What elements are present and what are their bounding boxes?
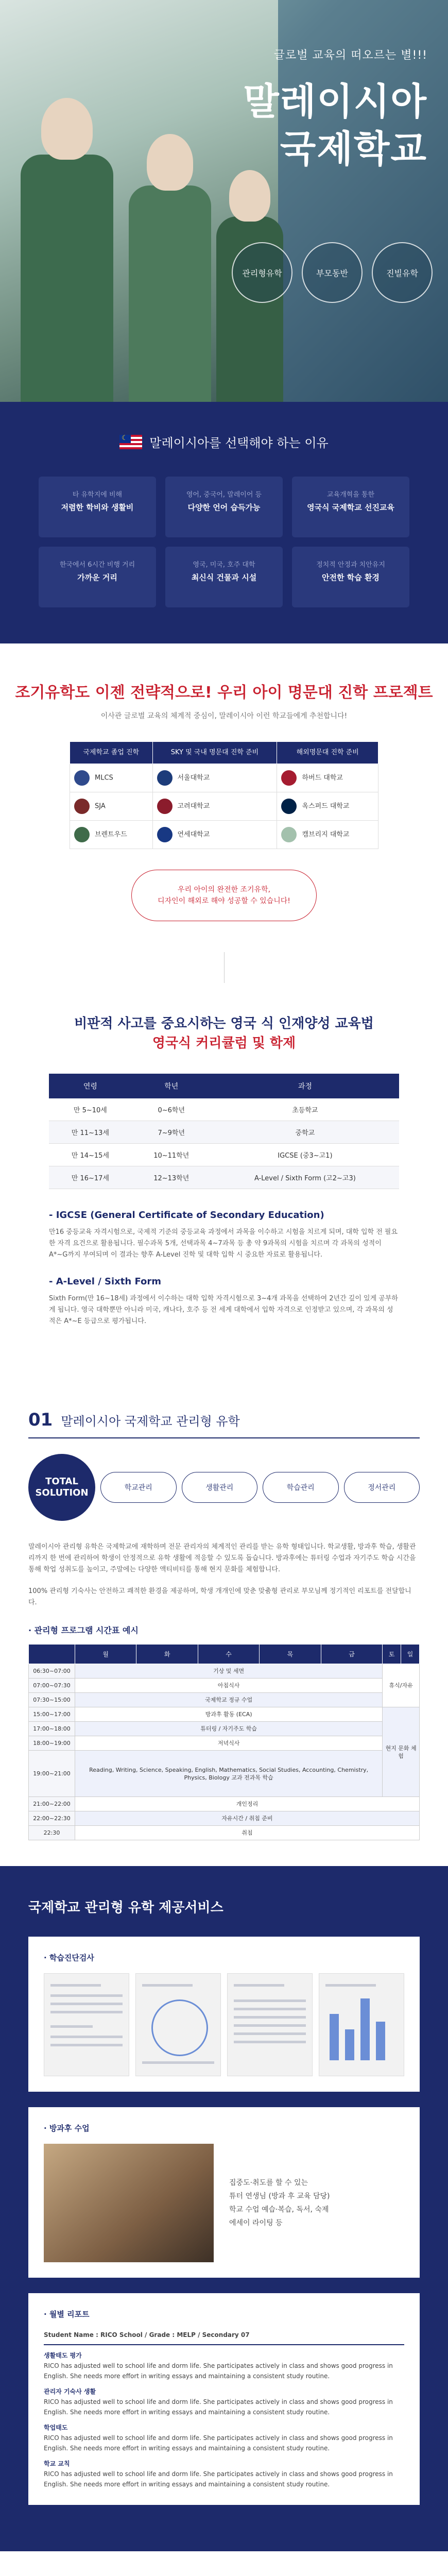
malaysia-flag-icon xyxy=(119,435,142,449)
managed-desc: 말레이시아 관리형 유학은 국제학교에 재학하며 전문 관리자의 체계적인 관리를 받는 유학 형태입니다. 학교생활, 방과후 학습, 생활관리까지 한 번에 관리하여 학생이 안정적으로 유학 생활에 적응할 수 있도록 돕습니다. 방과후에는 튜터링 수업과 자기주도 학습 시간을 통해 학업 성취도를 높이고, 주말에는 다양한 액티비티를 통해 현지 문화를 체험합니다. xyxy=(28,1543,416,1573)
table-row: 07:00~07:30 아침식사 xyxy=(29,1679,420,1693)
table-row: 07:30~15:00 국제학교 정규 수업 xyxy=(29,1693,420,1707)
report-thumbnail xyxy=(227,1973,313,2076)
service-section xyxy=(0,1866,448,2551)
why-cell: 영어, 중국어, 말레이어 등 다양한 언어 습득가능 xyxy=(165,477,283,537)
table-row: 06:30~07:00 기상 및 세면 휴식/자유 xyxy=(29,1664,420,1679)
solution-item: 학습관리 xyxy=(263,1472,339,1503)
list-item: 집중도·취도를 할 수 있는 xyxy=(229,2179,308,2187)
table-row: 만 16~17세 12~13학년 A-Level / Sixth Form (고2~고3) xyxy=(49,1166,399,1189)
early-lead: 이사관 글로벌 교육의 체계적 중심이, 말레이시아 이런 학교들에게 추천합니다! xyxy=(100,712,348,720)
table-row: SJA 고려대학교 옥스퍼드 대학교 xyxy=(70,792,378,821)
after-school-box: · 방과후 수업 집중도·취도를 할 수 있는 튜터 연생님 (방과 후 교육 담당) 학교 수업 예습·복습, 독서, 숙제 에세이 라이팅 등 xyxy=(28,2107,420,2278)
curriculum-title-line2: 영국식 커리큘럼 및 학제 xyxy=(152,1036,296,1051)
table-header: 학년 xyxy=(132,1074,211,1098)
schedule-table: 월 화 수 목 금 토 일 06:30~07:00 기상 및 세면 휴식/자유 07:00~07:30 아침식사 07:30~15:00 국제학교 정규 수업 15:00~17:00 방과후 활동 (ECA) 현지 문화 체험 17:00~18:00 튜터링 / 자기주도 학습 18:00~19:00 저녁식사 19:00~21:00 Reading, Writing, Science, Speaking, English, Mathematics, Social Studies, Accounting, Chemistry, Physics, Biology 교과 전과목 학습 21:00~22:00 개인정리 22:00~22:30 자유시간 / 취침 준비 22:30 취침 xyxy=(28,1644,420,1840)
service-title: 국제학교 관리형 유학 제공서비스 xyxy=(28,1900,223,1916)
list-item: 튜터 연생님 (방과 후 교육 담당) xyxy=(229,2192,330,2200)
table-row: 15:00~17:00 방과후 활동 (ECA) 현지 문화 체험 xyxy=(29,1707,420,1722)
curriculum-table xyxy=(49,1074,399,1189)
early-title: 조기유학도 이젠 전략적으로! 우리 아이 명문대 진학 프로젝트 xyxy=(15,684,433,702)
diagnosis-box: · 학습진단검사 xyxy=(28,1937,420,2092)
report-thumbnail xyxy=(319,1973,404,2076)
section-number: 01 xyxy=(28,1410,53,1430)
total-solution xyxy=(28,1454,420,1521)
table-row: 만 11~13세 7~9학년 중학교 xyxy=(49,1121,399,1144)
alevel-text: Sixth Form(만 16~18세) 과정에서 이수하는 대학 입학 자격시험으로 3~4개 과목을 선택하여 2년간 깊이 있게 공부하게 됩니다. 영국 대학뿐만 아니라 미국, 캐나다, 호주 등 전 세계 대학에서 입학 자격으로 인정받고 있으며, 각 과목의 성적은 A*~E 등급으로 평가됩니다. xyxy=(49,1295,398,1325)
university-logo-icon xyxy=(281,770,297,786)
activities-section xyxy=(0,2551,448,2576)
university-logo-icon xyxy=(281,827,297,842)
hero-circle-parent: 부모동반 xyxy=(302,242,363,303)
university-logo-icon xyxy=(157,799,173,814)
why-cell: 정치적 안정과 치안유지 안전한 학습 환경 xyxy=(292,547,409,607)
report-thumbnail xyxy=(44,1973,129,2076)
curriculum-section xyxy=(0,983,448,1374)
university-logo-icon xyxy=(157,770,173,786)
why-cell: 영국, 미국, 호주 대학 최신식 건물과 시설 xyxy=(165,547,283,607)
managed-desc: 100% 관리형 기숙사는 안전하고 쾌적한 환경을 제공하며, 학생 개개인에 맞춘 맞춤형 관리로 부모님께 정기적인 리포트를 전달합니다. xyxy=(28,1587,411,1606)
schedule-title: · 관리형 프로그램 시간표 예시 xyxy=(28,1625,139,1635)
school-logo-icon xyxy=(74,827,90,842)
table-row: 19:00~21:00 Reading, Writing, Science, Speaking, English, Mathematics, Social Studies, Accounting, Chemistry, Physics, Biology 교과 전과목 학습 xyxy=(29,1751,420,1797)
table-header: 과정 xyxy=(211,1074,399,1098)
early-note: 우리 아이의 완전한 조기유학, 디자인이 해외로 해야 성공할 수 있습니다! xyxy=(131,870,317,921)
table-header: 해외명문대 진학 준비 xyxy=(277,742,378,764)
why-cell: 교육개혁을 통한 영국식 국제학교 선진교육 xyxy=(292,477,409,537)
list-item: 에세이 라이팅 등 xyxy=(229,2219,283,2227)
hero-title-line2: 국제학교 xyxy=(280,127,427,171)
list-item: 학교 수업 예습·복습, 독서, 숙제 xyxy=(229,2206,329,2214)
report-thumbnail xyxy=(135,1973,221,2076)
curriculum-title-line1: 비판적 사고를 중요시하는 영국 식 인재양성 교육법 xyxy=(74,1016,374,1031)
school-logo-icon xyxy=(74,770,90,786)
monthly-report-box: · 월별 리포트 Student Name : RICO School / Grade : MELP / Secondary 07 생활태도 평가 RICO has adjusted well to school life and dorm life. She participates actively in class and shows good progress in English. She needs more effort in writing essays and maintaining a consistent study routine. 관리자 기숙사 생활 RICO has adjusted well to school life and dorm life. She participates actively in class and shows good progress in English. She needs more effort in writing essays and maintaining a consistent study routine. 학업태도 RICO has adjusted well to school life and dorm life. She participates actively in class and shows good progress in English. She needs more effort in writing essays and maintaining a consistent study routine. 학교 교칙 RICO has adjusted well to school life and dorm life. She participates actively in class and shows good progress in English. She needs more effort in writing essays and maintaining a consistent study routine. xyxy=(28,2293,420,2505)
table-row: 18:00~19:00 저녁식사 xyxy=(29,1736,420,1751)
why-cell: 한국에서 6시간 비행 거리 가까운 거리 xyxy=(39,547,156,607)
managed-title: 말레이시아 국제학교 관리형 유학 xyxy=(61,1414,240,1429)
table-row: MLCS 서울대학교 하버드 대학교 xyxy=(70,764,378,792)
university-logo-icon xyxy=(157,827,173,842)
table-header: 연령 xyxy=(49,1074,132,1098)
table-row: 만 5~10세 0~6학년 초등학교 xyxy=(49,1098,399,1121)
table-header: SKY 및 국내 명문대 진학 준비 xyxy=(152,742,277,764)
report-header: Student Name : RICO School / Grade : MELP / Secondary 07 xyxy=(44,2330,404,2345)
alevel-title: - A-Level / Sixth Form xyxy=(49,1276,162,1287)
table-row: 만 14~15세 10~11학년 IGCSE (중3~고1) xyxy=(49,1144,399,1166)
hero-circle-progress: 진빌유학 xyxy=(372,242,433,303)
total-solution-badge: TOTAL SOLUTION xyxy=(28,1454,95,1521)
why-title: 말레이시아를 선택해야 하는 이유 xyxy=(149,436,329,450)
table-row: 브렌트우드 연세대학교 캠브리지 대학교 xyxy=(70,821,378,849)
solution-item: 학교관리 xyxy=(100,1472,177,1503)
hero-subtitle: 글로벌 교육의 떠오르는 별!!! xyxy=(273,49,427,62)
table-row: 21:00~22:00 개인정리 xyxy=(29,1797,420,1811)
solution-item: 생활관리 xyxy=(182,1472,258,1503)
why-section xyxy=(0,402,448,643)
managed-study-section xyxy=(0,1374,448,1866)
lesson-photo xyxy=(44,2144,214,2262)
why-cell: 타 유학지에 비해 저렴한 학비와 생활비 xyxy=(39,477,156,537)
table-header: 국제학교 졸업 진학 xyxy=(70,742,153,764)
hero-title-line1: 말레이시아 xyxy=(243,80,427,123)
table-row: 22:30 취침 xyxy=(29,1826,420,1840)
divider xyxy=(224,952,225,983)
hero-banner xyxy=(0,0,448,402)
university-table xyxy=(70,741,378,849)
table-row: 17:00~18:00 튜터링 / 자기주도 학습 xyxy=(29,1722,420,1736)
early-study-section xyxy=(0,643,448,952)
igcse-text: 만16 중등교육 자격시험으로, 국제적 기준의 중등교육 과정에서 과목을 이수하고 시험을 치르게 되며, 대학 입학 전 필요한 자격 요건으로 활용됩니다. 필수과목 5개, 선택과목 4~7과목 등 총 약 9과목의 시험을 치르며 각 과목의 성적이 A*~G까지 부여되며 이 결과는 향후 A-Level 진학 및 대학 입학 시 중요한 자료로 활용됩니다. xyxy=(49,1228,398,1259)
school-logo-icon xyxy=(74,799,90,814)
hero-circle-managed: 관리형유학 xyxy=(232,242,292,303)
university-logo-icon xyxy=(281,799,297,814)
table-row: 22:00~22:30 자유시간 / 취침 준비 xyxy=(29,1811,420,1826)
solution-item: 정서관리 xyxy=(344,1472,420,1503)
igcse-title: - IGCSE (General Certificate of Secondary Education) xyxy=(49,1210,324,1221)
